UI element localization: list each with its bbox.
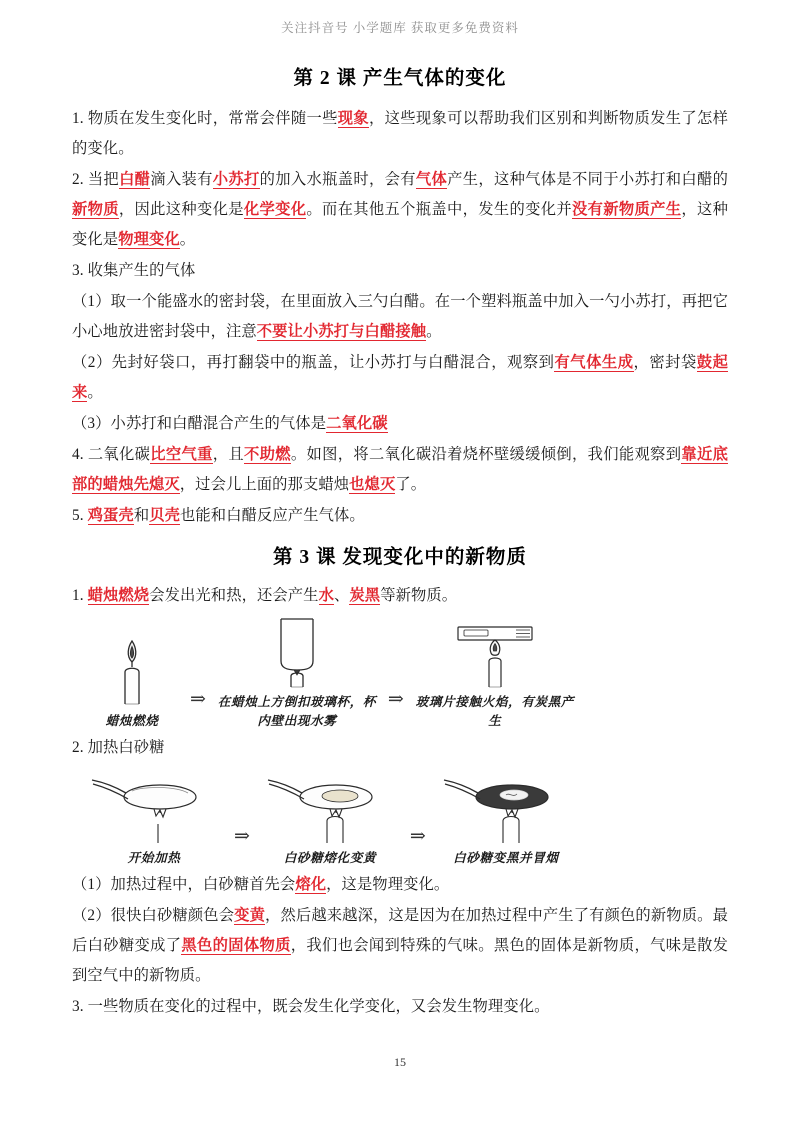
text-run: 2. 当把 <box>72 171 120 188</box>
text-run: 也能和白醋反应产生气体。 <box>180 507 365 524</box>
figure-candle-caption-2: 在蜡烛上方倒扣玻璃杯，杯内壁出现水雾 <box>217 695 377 728</box>
text-run: ，过会儿上面的那支蜡烛 <box>179 476 350 493</box>
figure-candle-caption-1: 蜡烛燃烧 <box>105 714 159 728</box>
highlight-buzhuran: 不助燃 <box>244 446 291 463</box>
text-run: 5. <box>72 507 88 524</box>
lesson2-item-5 <box>72 501 728 531</box>
text-run: ，因此这种变化是 <box>118 201 244 218</box>
arrow-right-icon: ⇒ <box>234 826 250 847</box>
lesson3-item-2-title: 2. 加热白砂糖 <box>72 739 165 756</box>
figure-candle-step-1 <box>84 636 180 731</box>
lesson3-item-2-1 <box>72 870 728 900</box>
figure-sugar-step-3 <box>436 769 576 868</box>
text-run: ，这些现象可以帮助我们区别和判断物质发生了怎样的变化。 <box>72 110 729 157</box>
figure-sugar-step-1 <box>84 769 224 868</box>
text-run: 。 <box>87 384 103 401</box>
text-run: 了。 <box>395 476 427 493</box>
arrow-right-icon: ⇒ <box>387 689 404 710</box>
text-run: 4. 二氧化碳 <box>72 446 151 463</box>
highlight-xiaosuda: 小苏打 <box>212 171 260 188</box>
text-run: 1. 物质在发生变化时，常常会伴随一些 <box>72 110 338 127</box>
highlight-yexiemie: 也熄灭 <box>349 476 396 493</box>
figure-sugar-row <box>84 769 728 868</box>
text-run: ，且 <box>212 446 245 463</box>
spoon-heating-start-icon <box>84 769 224 845</box>
text-run: 产生，这种气体是不同于小苏打和白醋的 <box>447 171 728 188</box>
lesson3-item-1 <box>72 581 728 611</box>
highlight-xianxiang: 现象 <box>337 110 369 127</box>
glass-slide-over-flame-icon <box>420 617 570 689</box>
lesson2-item-3: 3. 收集产生的气体 <box>72 262 196 279</box>
figure-sugar-caption-1: 开始加热 <box>127 851 181 865</box>
highlight-kaojindibu: 靠近底部的蜡烛先熄灭 <box>72 446 728 493</box>
arrow-right-icon: ⇒ <box>190 689 206 710</box>
highlight-bikongqizhong: 比空气重 <box>150 446 213 463</box>
figure-candle-experiment <box>72 617 728 731</box>
text-run: 1. <box>72 587 88 604</box>
lesson3-item-3: 3. 一些物质在变化的过程中，既会发生化学变化，又会发生物理变化。 <box>72 998 550 1015</box>
spoon-sugar-melting-icon <box>260 769 400 845</box>
highlight-youqitishengcheng: 有气体生成 <box>554 354 634 371</box>
lesson2-item-4 <box>72 440 728 500</box>
text-run: 等新物质。 <box>380 587 458 604</box>
text-run: ，密封袋 <box>633 354 697 371</box>
highlight-qiti: 气体 <box>415 171 448 188</box>
text-run: 。而在其他五个瓶盖中，发生的变化并 <box>306 201 572 218</box>
highlight-baicu: 白醋 <box>119 171 151 188</box>
highlight-lazhuranshao: 蜡烛燃烧 <box>87 587 150 604</box>
text-run: 滴入装有 <box>150 171 213 188</box>
text-run: （2）很快白砂糖颜色会 <box>72 907 235 924</box>
highlight-meiyouxinwuzhi: 没有新物质产生 <box>571 201 682 218</box>
text-run: ，我们也会闻到特殊的气味。黑色的固体是新物质，气味是散发到空气中的新物质。 <box>72 937 728 984</box>
highlight-buyaorang: 不要让小苏打与白醋接触 <box>256 323 427 340</box>
highlight-wulibianhua: 物理变化 <box>118 231 180 248</box>
highlight-bianhuang: 变黄 <box>234 907 266 924</box>
figure-sugar-experiment <box>72 769 728 868</box>
page-number: 15 <box>394 1055 406 1069</box>
figure-candle-step-2 <box>216 617 378 731</box>
text-run: 。 <box>179 231 196 248</box>
text-run: （3）小苏打和白醋混合产生的气体是 <box>72 415 327 432</box>
text-run: 和 <box>133 507 150 524</box>
text-run: （1）取一个能盛水的密封袋，在里面放入三勺白醋。在一个塑料瓶盖中加入一勺小苏打，再把它小心地放进密封袋中，注意 <box>72 293 728 340</box>
figure-sugar-caption-3: 白砂糖变黑并冒烟 <box>453 851 559 865</box>
lesson2-item-3-1 <box>72 287 728 347</box>
watermark-header: 关注抖音号 小学题库 获取更多免费资料 <box>281 21 519 35</box>
highlight-eryanghuatan: 二氧化碳 <box>326 415 388 432</box>
figure-candle-step-3 <box>414 617 576 731</box>
lesson2-title: 第 2 课 产生气体的变化 <box>293 68 507 89</box>
figure-sugar-caption-2: 白砂糖熔化变黄 <box>283 851 377 865</box>
candle-flame-icon <box>84 636 180 708</box>
arrow-right-icon: ⇒ <box>409 826 426 847</box>
lesson2-item-3-3 <box>72 409 728 439</box>
text-run: 、 <box>333 587 350 604</box>
text-run: 。 <box>426 323 442 340</box>
inverted-glass-cup-icon <box>222 617 372 689</box>
text-run: （1）加热过程中，白砂糖首先会 <box>72 876 296 893</box>
highlight-jidanke: 鸡蛋壳 <box>87 507 134 524</box>
text-run: 。如图，将二氧化碳沿着烧杯壁缓缓倾倒，我们能观察到 <box>290 446 682 463</box>
figure-candle-row <box>84 617 728 731</box>
highlight-tanhei: 炭黑 <box>349 587 381 604</box>
text-run: ，这是物理变化。 <box>326 876 450 893</box>
highlight-ronghua: 熔化 <box>295 876 327 893</box>
highlight-huaxuebianhua: 化学变化 <box>243 201 307 218</box>
lesson2-item-2 <box>72 165 728 255</box>
lesson3-title: 第 3 课 发现变化中的新物质 <box>273 547 527 568</box>
text-run: （2）先封好袋口，再打翻袋中的瓶盖，让小苏打与白醋混合，观察到 <box>72 354 555 371</box>
highlight-heisedeguti: 黑色的固体物质 <box>181 937 291 954</box>
highlight-xinwuzhi: 新物质 <box>72 201 119 218</box>
spoon-sugar-blackened-icon <box>436 769 576 845</box>
highlight-shui: 水 <box>318 587 334 604</box>
text-run: 的加入水瓶盖时，会有 <box>259 171 416 188</box>
text-run: ，这种变化是 <box>72 201 729 248</box>
highlight-guqilai: 鼓起来 <box>72 354 729 401</box>
text-run: 会发出光和热，还会产生 <box>149 587 319 604</box>
lesson2-item-1 <box>72 104 728 164</box>
figure-sugar-step-2 <box>260 769 400 868</box>
lesson3-item-2-2 <box>72 901 728 991</box>
lesson2-item-3-2 <box>72 348 728 408</box>
text-run: ，然后越来越深，这是因为在加热过程中产生了有颜色的新物质。最后白砂糖变成了 <box>72 907 729 954</box>
highlight-beike: 贝壳 <box>149 507 181 524</box>
figure-candle-caption-3: 玻璃片接触火焰，有炭黑产生 <box>415 695 574 728</box>
